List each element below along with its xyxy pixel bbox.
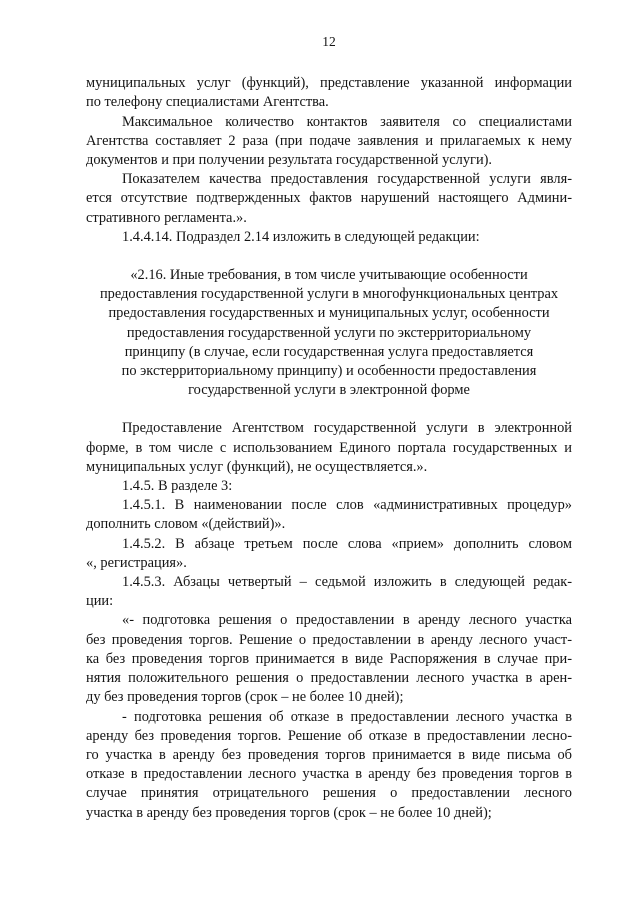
section-heading-2-16 — [86, 266, 572, 400]
text-line: ка без проведения торгов принимается в виде Распоряжения в случае при- — [86, 650, 572, 667]
text-line: ется отсутствие подтвержденных фактов нарушений настоящего Админи- — [86, 190, 572, 207]
heading-line: предоставления государственной услуги в многофункциональных центрах — [99, 286, 559, 303]
text-line: 1.4.4.14. Подраздел 2.14 изложить в следующей редакции: — [122, 228, 480, 245]
paragraph-1-4-4-14 — [86, 228, 572, 247]
paragraph-lease-decision — [86, 611, 572, 707]
paragraph-refusal-decision — [86, 708, 572, 823]
text-line: «, регистрация». — [86, 554, 187, 571]
text-line: аренду без проведения торгов. Решение об отказе в предоставлении лесно- — [86, 727, 572, 744]
text-line: без проведения торгов. Решение о предоставлении в аренду лесного участ- — [86, 631, 572, 648]
heading-line: «2.16. Иные требования, в том числе учитывающие особенности — [130, 267, 528, 284]
text-line: 1.4.5.1. В наименовании после слов «административных процедур» — [122, 497, 572, 514]
text-line: дополнить словом «(действий)». — [86, 516, 286, 533]
paragraph-1-4-5-2 — [86, 535, 572, 573]
paragraph-1-4-5 — [86, 477, 572, 496]
text-line: Максимальное количество контактов заявителя со специалистами — [122, 113, 572, 130]
text-line: «- подготовка решения о предоставлении в аренду лесного участка — [122, 612, 572, 629]
text-line: нятия положительного решения о предоставлении лесного участка в арен- — [86, 670, 572, 687]
text-line: го участка в аренду без проведения торгов принимается в виде письма об — [86, 746, 572, 763]
text-line: Показателем качества предоставления государственной услуги явля- — [122, 171, 572, 188]
paragraph-1-4-5-3 — [86, 573, 572, 611]
text-line: участка в аренду без проведения торгов (срок – не более 10 дней); — [86, 804, 492, 821]
paragraph-electronic-form — [86, 419, 572, 477]
heading-line: предоставления государственной услуги по экстерриториальному — [126, 324, 532, 341]
page-number: 12 — [322, 34, 336, 49]
text-line: документов и при получении результата государственной услуги). — [86, 152, 493, 169]
text-line: - подготовка решения об отказе в предоставлении лесного участка в — [122, 708, 572, 725]
heading-line: предоставления государственных и муниципальных услуг, особенности — [108, 305, 550, 322]
paragraph-max-contacts — [86, 113, 572, 171]
text-line: 1.4.5.2. В абзаце третьем после слова «прием» дополнить словом — [122, 535, 572, 552]
heading-line: по экстерриториальному принципу) и особенности предоставления — [121, 363, 537, 380]
text-line: ции: — [86, 593, 114, 610]
paragraph-continuation — [86, 74, 572, 112]
text-line: муниципальных услуг (функций), представление указанной информации — [86, 75, 572, 92]
text-line: случае принятия отрицательного решения о предоставлении лесного — [86, 785, 572, 802]
text-line: стративного регламента.». — [86, 209, 247, 226]
text-line: муниципальных услуг (функций), не осуществляется.». — [86, 458, 428, 475]
paragraph-1-4-5-1 — [86, 496, 572, 534]
paragraph-quality-indicator — [86, 170, 572, 228]
text-line: Агентства составляет 2 раза (при подаче заявления и прилагаемых к нему — [86, 132, 572, 149]
text-line: Предоставление Агентством государственной услуги в электронной — [122, 420, 572, 437]
heading-line: принципу (в случае, если государственная услуга предоставляется — [124, 343, 534, 360]
text-line: форме, в том числе с использованием Единого портала государственных и — [86, 439, 572, 456]
text-line: отказе в предоставлении лесного участка в аренду без проведения торгов в — [86, 766, 572, 783]
text-line: ду без проведения торгов (срок – не более 10 дней); — [86, 689, 404, 706]
text-line: по телефону специалистами Агентства. — [86, 94, 329, 111]
text-line: 1.4.5. В разделе 3: — [122, 478, 233, 495]
heading-line: государственной услуги в электронной форме — [188, 382, 470, 399]
text-line: 1.4.5.3. Абзацы четвертый – седьмой изложить в следующей редак- — [122, 574, 572, 591]
